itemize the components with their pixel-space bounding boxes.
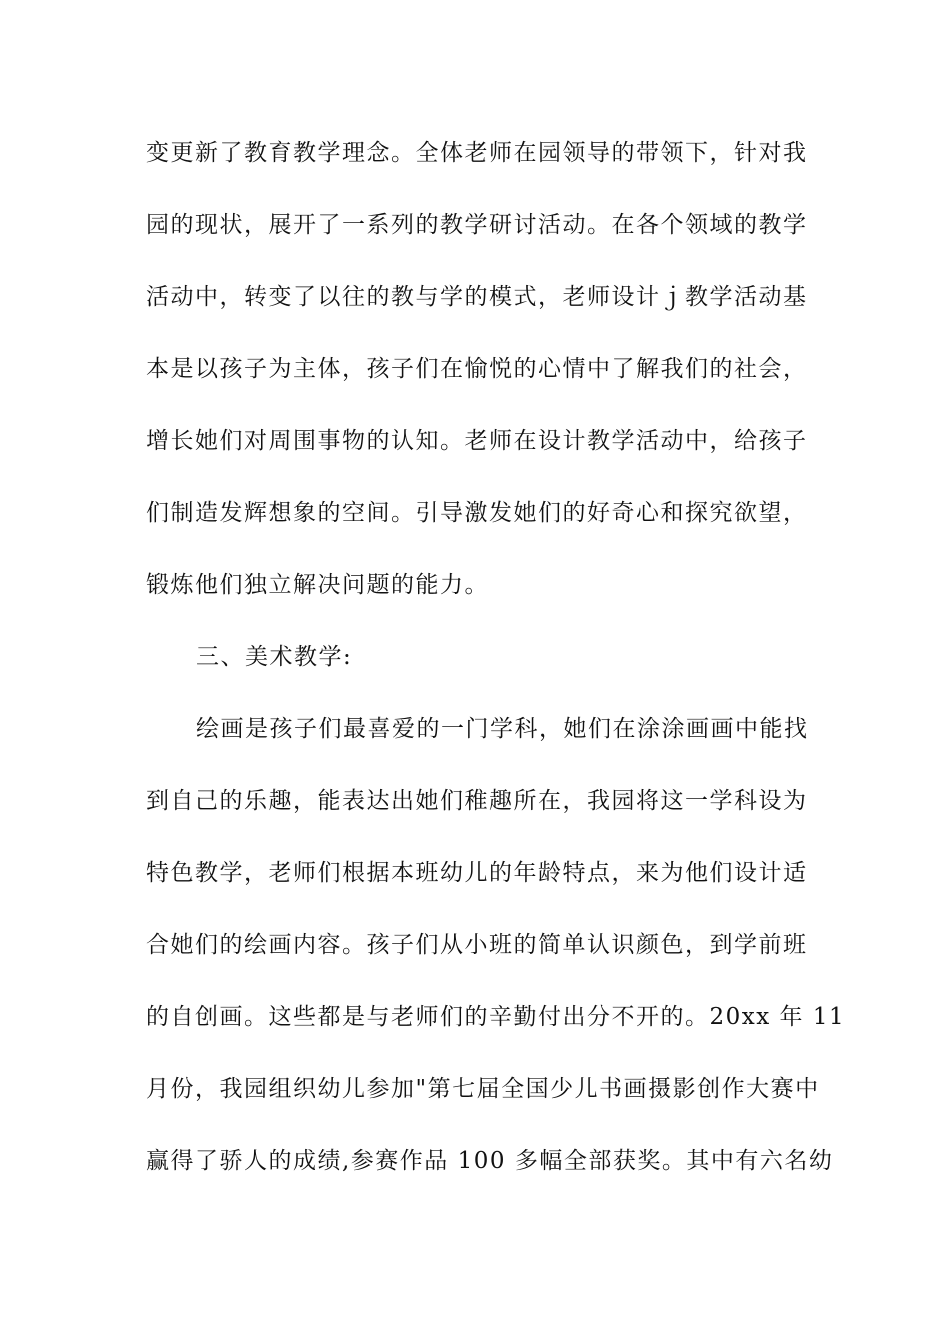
paragraph-line: 合她们的绘画内容。孩子们从小班的简单认识颜色，到学前班 <box>146 932 808 958</box>
paragraph-line: 锻炼他们独立解决问题的能力。 <box>146 572 489 598</box>
paragraph-line: 园的现状，展开了一系列的教学研讨活动。在各个领域的教学 <box>146 212 808 238</box>
paragraph-line: 本是以孩子为主体，孩子们在愉悦的心情中了解我们的社会， <box>146 356 808 382</box>
paragraph-line: 到自己的乐趣，能表达出她们稚趣所在，我园将这一学科设为 <box>146 788 808 814</box>
paragraph-line: 绘画是孩子们最喜爱的一门学科，她们在涂涂画画中能找 <box>196 716 809 742</box>
paragraph-line: 增长她们对周围事物的认知。老师在设计教学活动中，给孩子 <box>146 428 808 454</box>
paragraph-line: 活动中，转变了以往的教与学的模式，老师设计ｊ教学活动基 <box>146 284 808 310</box>
section-heading: 三、美术教学: <box>196 644 353 670</box>
paragraph-line: 变更新了教育教学理念。全体老师在园领导的带领下，针对我 <box>146 140 808 166</box>
paragraph-line: 特色教学，老师们根据本班幼儿的年龄特点，来为他们设计适 <box>146 860 808 886</box>
paragraph-line: 们制造发辉想象的空间。引导激发她们的好奇心和探究欲望， <box>146 500 808 526</box>
paragraph-line: 赢得了骄人的成绩,参赛作品 100 多幅全部获奖。其中有六名幼 <box>146 1148 834 1174</box>
paragraph-line: 月份，我园组织幼儿参加"第七届全国少儿书画摄影创作大赛中 <box>146 1076 820 1102</box>
paragraph-line: 的自创画。这些都是与老师们的辛勤付出分不开的。20xx 年 11 <box>146 1004 846 1030</box>
